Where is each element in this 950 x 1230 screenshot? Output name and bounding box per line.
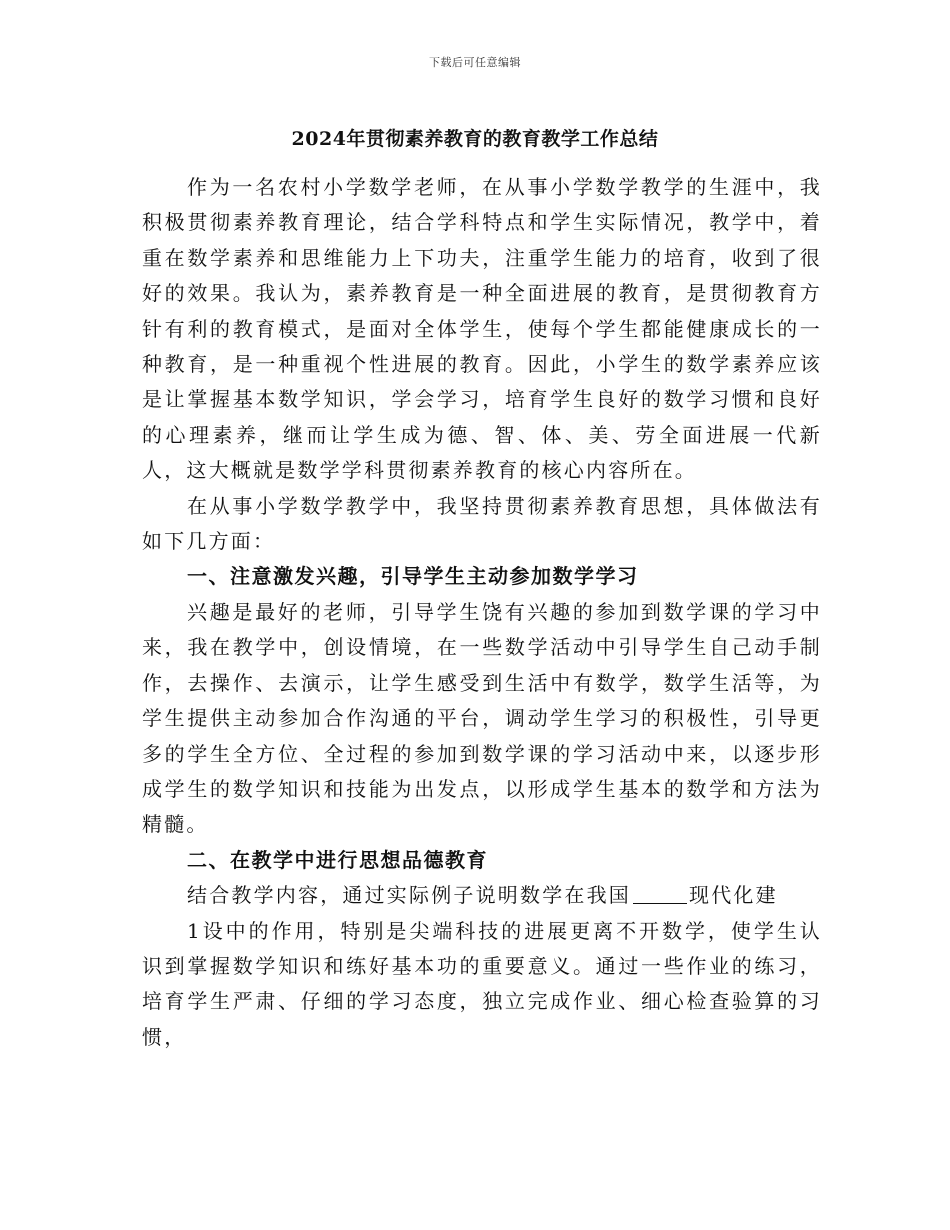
running-header: 下载后可任意编辑 [429, 56, 521, 69]
section-heading-2: 二、在教学中进行思想品德教育 [187, 847, 488, 872]
document-title: 2024年贯彻素养教育的教育教学工作总结 [291, 128, 659, 150]
paragraph-interest: 兴趣是最好的老师，引导学生饶有兴趣的参加到数学课的学习中来，我在教学中，创设情境，在一些数学活动中引导学生自己动手制作，去操作、去演示，让学生感受到生活中有数学，数学生活等，为学生提供主动参加合作沟通的平台，调动学生学习的积极性，引导更多的学生全方位、全过程的参加到数学课的学习活动中来，以逐步形成学生的数学知识和技能为出发点，以形成学生基本的数学和方法为精髓。 [142, 599, 822, 837]
paragraph-intro: 作为一名农村小学数学老师，在从事小学数学教学的生涯中，我积极贯彻素养教育理论，结合学科特点和学生实际情况，教学中，着重在数学素养和思维能力上下功夫，注重学生能力的培育，收到了很好的效果。我认为，素养教育是一种全面进展的教育，是贯彻教育方针有利的教育模式，是面对全体学生，使每个学生都能健康成长的一种教育，是一种重视个性进展的教育。因此，小学生的数学素养应该是让掌握基本数学知识，学会学习，培育学生良好的数学习惯和良好的心理素养，继而让学生成为德、智、体、美、劳全面进展一代新人，这大概就是数学学科贯彻素养教育的核心内容所在。 [142, 175, 822, 483]
paragraph-moral-continued: 1设中的作用，特别是尖端科技的进展更离不开数学，使学生认识到掌握数学知识和练好基本功的重要意义。通过一些作业的练习，培育学生严肃、仔细的学习态度，独立完成作业、细心检查验算的习惯， [142, 918, 822, 1049]
blank-underline [633, 881, 687, 904]
document-body [142, 170, 822, 1055]
paragraph-methods: 在从事小学数学教学中，我坚持贯彻素养教育思想，具体做法有如下几方面： [142, 493, 822, 554]
paragraph-moral-start [142, 878, 822, 913]
paragraph-moral-text-b: 现代化建 [689, 883, 778, 908]
section-heading-1: 一、注意激发兴趣，引导学生主动参加数学学习 [187, 564, 639, 589]
paragraph-moral-text-a: 结合教学内容，通过实际例子说明数学在我国 [187, 883, 631, 908]
